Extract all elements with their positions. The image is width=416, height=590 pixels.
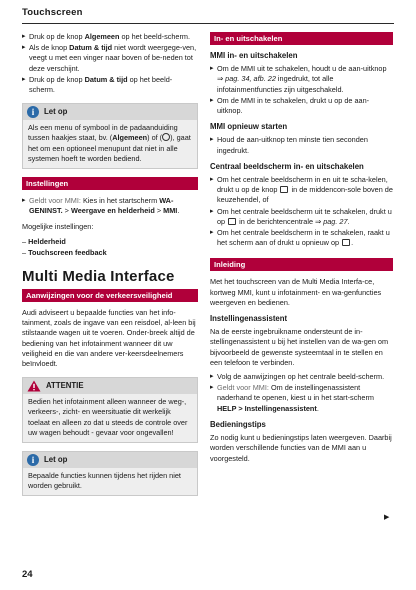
note-text: Als een menu of symbool in de padaanduiding tussen haakjes staat, bv. (Algemeen) of ( ), gaat het om een optioneel menupunt dat niet in alle systemen hoeft te worden bediend. <box>23 120 197 168</box>
step-item: ▸ Om de MMI uit te schakelen, houdt u de aan-uitknop ⇒ pag. 34, afb. 22 ingedrukt, tot alle infotainmentfuncties zijn uitgeschakeld. <box>210 64 393 95</box>
subheading: Bedieningstips <box>210 419 266 429</box>
section-title: Multi Media Interface <box>22 268 175 286</box>
intro-text: Met het touchscreen van de Multi Media Interfa-ce, kortweg MMI, kunt u infotainment- en wa-genfuncties weergeven en bedienen. <box>210 277 382 307</box>
warning-title: ATTENTIE <box>46 381 84 391</box>
subheading: MMI opnieuw starten <box>210 122 288 132</box>
tips-text: Zo nodig kunt u bedieningstips laten weergeven. Daarbij worden verschillende functies van de MMI aan u voorgesteld. <box>210 433 392 463</box>
note-header <box>23 452 197 468</box>
step-item: ▸ Om het centrale beeldscherm in en uit te scha-kelen, drukt u op de knop in de middencon-sole boven de keuzehendel, of <box>210 175 393 206</box>
note-text: Bepaalde functies kunnen tijdens het rijden niet worden gebruikt. <box>23 468 197 495</box>
subheading: MMI in- en uitschakelen <box>210 51 298 60</box>
step-item: ▸ Geldt voor MMI: Om de instellingenassistent naderhand te openen, kiest u in het start-scherm HELP > Instellingenassistent. <box>210 383 393 414</box>
note-title: Let op <box>44 107 68 117</box>
info-icon: i <box>27 454 39 466</box>
subheading: Centraal beeldscherm in- en uitschakelen <box>210 161 364 171</box>
section-bar-intro: Inleiding <box>210 258 393 271</box>
step-item: ▸ Om het centrale beeldscherm uit te schakelen, drukt u op in de berichtencentrale ⇒ pag. 27. <box>210 207 393 227</box>
right-column <box>210 32 393 466</box>
step-item: ▸ Volg de aanwijzingen op het centrale beeld-scherm. <box>210 372 393 382</box>
warning-text: Bedien het infotainment alleen wanneer de weg-, verkeers-, zicht- en weersituatie dit werkelijk toelaat en alleen zo dat u steeds de controle over uw wagen behoudt - gevaar voor ongevallen! <box>23 394 197 442</box>
step-item: ▸ Geldt voor MMI: Kies in het startscherm WA-GENINST. > Weergave en helderheid > MMI. <box>22 196 198 216</box>
display-off-icon <box>228 218 236 225</box>
warning-header <box>23 378 197 394</box>
assistant-text: Na de eerste ingebruikname ondersteunt de in-stellingenassistent u bij het instellen van de wa-gen om bijvoorbeeld de gewenste systeemtaal in te stellen en een telefoon te verbinden. <box>210 327 389 367</box>
list-item: – Helderheid <box>22 236 66 246</box>
warning-box <box>22 377 198 443</box>
left-column <box>22 32 198 502</box>
options-label: Mogelijke instellingen: <box>22 222 94 232</box>
step-item: ▸ Druk op de knop Datum & tijd op het beeld-scherm. <box>22 75 198 95</box>
gear-icon <box>162 133 170 141</box>
warning-triangle-icon <box>27 380 41 392</box>
page-header <box>22 8 394 24</box>
display-off-icon <box>342 239 350 246</box>
safety-text: Audi adviseert u bepaalde functies van het info-tainment, zoals de ingave van een reisdoel, al-leen bij stilstaande wagen uit te voeren. Onder-breek altijd de bediening van het infotainment wanneer dit uw veiligheid en die van andere ver-keersdeelnemers beïnvloedt. <box>22 308 196 369</box>
continue-arrow-icon: ▶ <box>384 514 390 521</box>
page-title: Touchscreen <box>22 7 83 18</box>
section-bar-settings: Instellingen <box>22 177 198 190</box>
step-item: ▸ Om de MMI in te schakelen, drukt u op de aan-uitknop. <box>210 96 393 116</box>
step-item: ▸ Als de knop Datum & tijd niet wordt weergege-ven, veegt u met een vinger naar boven of be-neden tot deze verschijnt. <box>22 43 198 74</box>
page-number: 24 <box>22 569 33 580</box>
step-item: ▸ Houd de aan-uitknop ten minste tien seconden ingedrukt. <box>210 135 393 155</box>
note-box <box>22 451 198 496</box>
info-icon: i <box>27 106 39 118</box>
display-off-icon <box>280 186 288 193</box>
subheading: Instellingenassistent <box>210 314 288 324</box>
section-bar-onoff: In- en uitschakelen <box>210 32 393 45</box>
list-item: – Touchscreen feedback <box>22 247 107 257</box>
step-item: ▸ Om het centrale beeldscherm in te schakelen, raakt u het scherm aan of drukt u opnieuw op . <box>210 228 393 248</box>
note-header <box>23 104 197 120</box>
note-box <box>22 103 198 169</box>
note-title: Let op <box>44 454 68 464</box>
section-bar-safety: Aanwijzingen voor de verkeersveiligheid <box>22 289 198 302</box>
step-item: ▸ Druk op de knop Algemeen op het beeld-scherm. <box>22 32 198 42</box>
